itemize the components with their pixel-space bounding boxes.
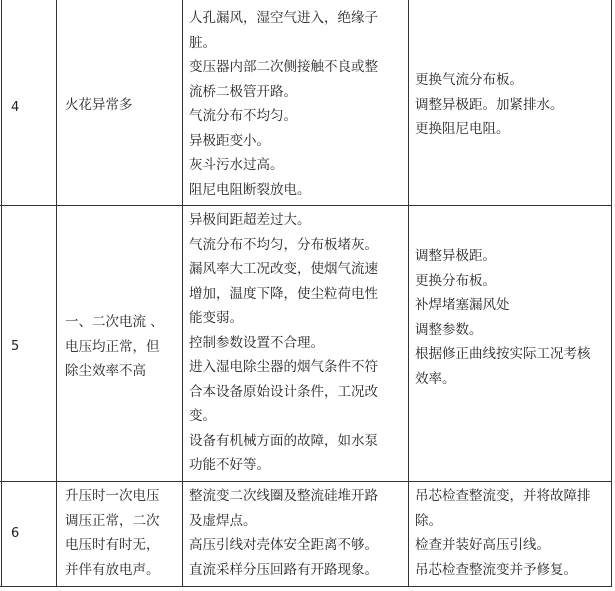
solution-cell [415,484,591,582]
phenomenon-line: 一、二次电流 、 [65,314,164,330]
solution-line: 补焊堵塞漏风处 [415,297,510,313]
column-divider [56,0,57,587]
cause-line: 及虚焊点。 [189,512,257,529]
solution-line: 调整异极距。 [415,248,496,264]
cause-line: 增加，温度下降，使尘粒荷电性 [189,285,378,302]
solution-line: 调整参数。 [415,321,483,338]
phenomenon-line: 电压均正常，但 [65,338,160,355]
table-bottom-border [0,586,612,587]
table-right-border [611,0,612,587]
cause-line: 功能不好等。 [189,457,270,473]
phenomenon-line: 调压正常，二次 [65,512,160,529]
column-divider [182,0,183,587]
phenomenon-cell [65,310,164,384]
cause-cell [189,6,378,202]
cause-line: 异极距变小。 [189,132,270,149]
cause-line: 气流分布不均匀。 [189,108,297,124]
phenomenon-line: 电压时有时无， [65,537,160,553]
solution-line: 更换阻尼电阻。 [415,121,510,137]
cause-line: 气流分布不均匀，分布板堵灰。 [189,236,378,253]
table-left-border [1,0,2,587]
row-divider [0,481,612,482]
phenomenon-cell [65,484,160,582]
cause-line: 变。 [189,408,216,424]
cause-line: 直流采样分压回路有开路现象。 [189,561,378,578]
phenomenon-cell [65,93,133,118]
cause-line: 脏。 [189,34,216,51]
cause-line: 整流变二次线圈及整流硅堆开路 [189,488,378,504]
cause-line: 阻尼电阻断裂放电。 [189,181,311,198]
solution-line: 吊芯检查整流变并予修复。 [415,561,577,578]
cause-line: 能变弱。 [189,310,243,326]
cause-cell [189,208,378,478]
cause-line: 异极间距超差过大。 [189,212,311,228]
cause-line: 进入湿电除尘器的烟气条件不符 [189,359,378,375]
solution-line: 除。 [415,512,442,529]
solution-line: 根据修正曲线按实际工况考核 [415,346,591,362]
row-number: 6 [11,526,20,541]
row-number: 4 [11,100,20,115]
cause-line: 漏风率大工况改变，使烟气流速 [189,261,378,277]
row-number: 5 [11,339,20,354]
cause-cell [189,484,378,582]
cause-line: 人孔漏风，湿空气进入，绝缘子 [189,10,378,26]
solution-line: 吊芯检查整流变，并将故障排 [415,488,591,504]
solution-line: 检查并装好高压引线。 [415,537,550,553]
solution-line: 更换分布板。 [415,272,496,289]
cause-line: 变压器内部二次侧接触不良或整 [189,59,378,75]
solution-line: 效率。 [415,370,456,387]
cause-line: 合本设备原始设计条件，工况改 [189,383,378,400]
phenomenon-line: 除尘效率不高 [65,363,146,379]
solution-cell [415,68,564,142]
cause-line: 设备有机械方面的故障，如水泵 [189,432,378,449]
column-divider [408,0,409,587]
cause-line: 流桥二极管开路。 [189,83,297,100]
phenomenon-line: 升压时一次电压 [65,488,160,504]
solution-line: 调整异极距。加紧排水。 [415,96,564,113]
cause-line: 灰斗污水过高。 [189,157,284,173]
cause-line: 高压引线对壳体安全距离不够。 [189,537,378,553]
phenomenon-line: 火花异常多 [65,97,133,113]
solution-line: 更换气流分布板。 [415,72,523,88]
solution-cell [415,244,591,391]
phenomenon-line: 并伴有放电声。 [65,561,160,578]
cause-line: 控制参数设置不合理。 [189,334,324,351]
row-divider [0,205,612,206]
